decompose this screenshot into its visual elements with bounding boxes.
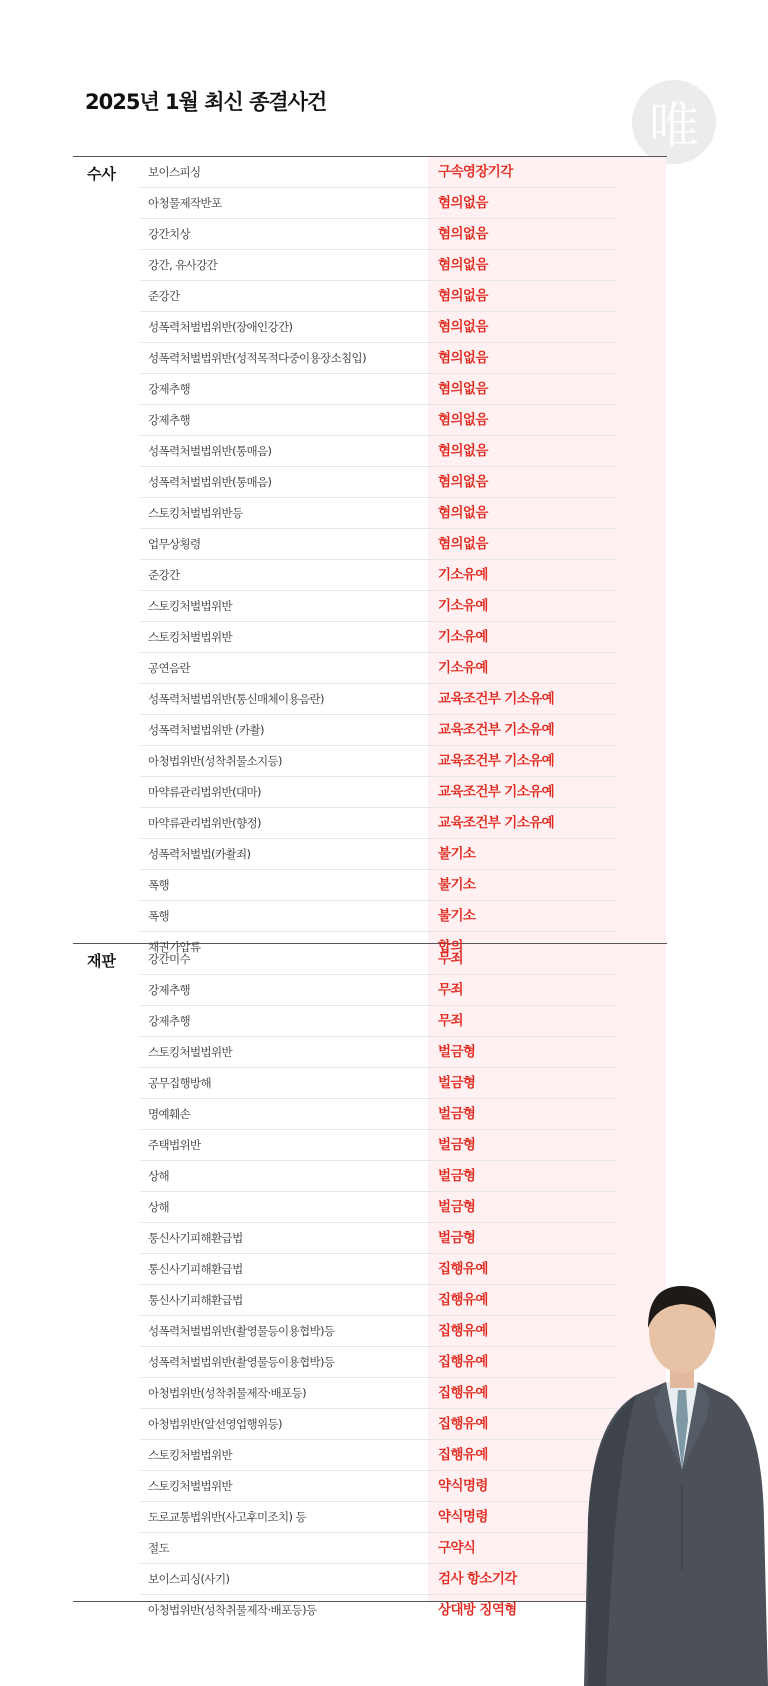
seal-logo: 唯 <box>632 80 716 164</box>
case-name: 주택법위반 <box>148 1138 201 1152</box>
case-name: 강제추행 <box>148 382 191 396</box>
table-row <box>140 157 617 188</box>
case-name: 성폭력처벌법위반 (카촬) <box>148 723 264 737</box>
table-row <box>140 653 617 684</box>
case-result: 혐의없음 <box>438 474 488 490</box>
case-name: 아청법위반(성착취물제작·배포등)등 <box>148 1603 317 1617</box>
case-result: 무죄 <box>438 1013 463 1029</box>
case-name: 성폭력처벌법위반(장애인강간) <box>148 320 293 334</box>
table-row <box>140 1533 617 1564</box>
table-row <box>140 1130 617 1161</box>
case-name: 스토킹처벌법위반 <box>148 1045 233 1059</box>
case-result: 무죄 <box>438 951 463 967</box>
case-name: 상해 <box>148 1169 170 1183</box>
case-name: 성폭력처벌법위반(통신매체이용음란) <box>148 692 324 706</box>
case-name: 성폭력처벌법위반(성적목적다중이용장소침입) <box>148 351 366 365</box>
table-row <box>140 715 617 746</box>
case-result: 교육조건부 기소유예 <box>438 815 555 831</box>
case-result: 기소유예 <box>438 567 488 583</box>
table-row <box>140 1192 617 1223</box>
case-name: 통신사기피해환급법 <box>148 1293 243 1307</box>
table-row <box>140 436 617 467</box>
case-result: 집행유예 <box>438 1354 488 1370</box>
case-result: 교육조건부 기소유예 <box>438 784 555 800</box>
case-name: 보이스피싱 <box>148 165 201 179</box>
case-name: 강제추행 <box>148 1014 191 1028</box>
table-row <box>140 1409 617 1440</box>
case-name: 아청법위반(알선영업행위등) <box>148 1417 282 1431</box>
case-name: 성폭력처벌법위반(촬영물등이용협박)등 <box>148 1355 335 1369</box>
table-row <box>140 1316 617 1347</box>
case-name: 준강간 <box>148 289 180 303</box>
case-name: 아청법위반(성착취물소지등) <box>148 754 282 768</box>
table-row <box>140 219 617 250</box>
case-name: 공무집행방해 <box>148 1076 212 1090</box>
case-name: 아청물제작반포 <box>148 196 222 210</box>
table-row <box>140 467 617 498</box>
case-name: 성폭력처벌법위반(통매음) <box>148 475 272 489</box>
section-label: 재판 <box>87 952 116 970</box>
case-result: 합의 <box>438 939 463 955</box>
table-row <box>140 684 617 715</box>
table-row <box>140 1564 617 1595</box>
case-result: 혐의없음 <box>438 195 488 211</box>
case-name: 상해 <box>148 1200 170 1214</box>
case-result: 불기소 <box>438 908 476 924</box>
case-list <box>140 944 617 1625</box>
case-result: 검사 항소기각 <box>438 1571 517 1587</box>
case-result: 교육조건부 기소유예 <box>438 753 555 769</box>
case-result: 혐의없음 <box>438 288 488 304</box>
case-name: 절도 <box>148 1541 170 1555</box>
table-row <box>140 901 617 932</box>
table-row <box>140 839 617 870</box>
table-row <box>140 1378 617 1409</box>
lawyer-portrait <box>566 1270 768 1686</box>
table-row <box>140 1161 617 1192</box>
table-row <box>140 622 617 653</box>
table-row <box>140 1223 617 1254</box>
case-result: 상대방 징역형 <box>438 1602 517 1618</box>
case-name: 통신사기피해환급법 <box>148 1262 243 1276</box>
case-result: 벌금형 <box>438 1137 476 1153</box>
table-row <box>140 1254 617 1285</box>
case-result: 혐의없음 <box>438 350 488 366</box>
table-row <box>140 281 617 312</box>
case-name: 채권가압류 <box>148 940 201 954</box>
section-label: 수사 <box>87 165 116 183</box>
case-result: 집행유예 <box>438 1447 488 1463</box>
table-row <box>140 808 617 839</box>
table-row <box>140 870 617 901</box>
case-name: 폭행 <box>148 909 170 923</box>
table-row <box>140 1347 617 1378</box>
case-result: 혐의없음 <box>438 319 488 335</box>
table-row <box>140 1037 617 1068</box>
case-result: 구약식 <box>438 1540 476 1556</box>
case-name: 스토킹처벌법위반 <box>148 599 233 613</box>
case-name: 공연음란 <box>148 661 191 675</box>
table-row <box>140 1595 617 1625</box>
table-row <box>140 312 617 343</box>
case-result: 벌금형 <box>438 1075 476 1091</box>
table-row <box>140 1471 617 1502</box>
case-result: 벌금형 <box>438 1199 476 1215</box>
case-name: 스토킹처벌법위반 <box>148 1448 233 1462</box>
case-name: 폭행 <box>148 878 170 892</box>
table-row <box>140 777 617 808</box>
table-row <box>140 498 617 529</box>
case-result: 혐의없음 <box>438 412 488 428</box>
case-name: 성폭력처벌법(카촬죄) <box>148 847 251 861</box>
case-name: 강간, 유사강간 <box>148 258 218 272</box>
case-result: 집행유예 <box>438 1323 488 1339</box>
case-name: 업무상횡령 <box>148 537 201 551</box>
case-result: 구속영장기각 <box>438 164 513 180</box>
case-result: 집행유예 <box>438 1261 488 1277</box>
case-name: 아청법위반(성착취물제작·배포등) <box>148 1386 306 1400</box>
table-row <box>140 1099 617 1130</box>
case-result: 혐의없음 <box>438 536 488 552</box>
table-row <box>140 1440 617 1471</box>
table-row <box>140 1502 617 1533</box>
table-row <box>140 1068 617 1099</box>
case-result: 약식명령 <box>438 1509 488 1525</box>
table-row <box>140 560 617 591</box>
table-row <box>140 1285 617 1316</box>
case-name: 마약류관리법위반(향정) <box>148 816 261 830</box>
case-name: 통신사기피해환급법 <box>148 1231 243 1245</box>
case-name: 보이스피싱(사기) <box>148 1572 230 1586</box>
table-row <box>140 975 617 1006</box>
case-result: 벌금형 <box>438 1044 476 1060</box>
case-result: 불기소 <box>438 877 476 893</box>
case-name: 스토킹처벌법위반 <box>148 1479 233 1493</box>
case-name: 스토킹처벌법위반 <box>148 630 233 644</box>
case-result: 기소유예 <box>438 660 488 676</box>
case-name: 강제추행 <box>148 983 191 997</box>
case-result: 교육조건부 기소유예 <box>438 722 555 738</box>
case-result: 기소유예 <box>438 629 488 645</box>
case-result: 집행유예 <box>438 1292 488 1308</box>
table-row <box>140 944 617 975</box>
case-result: 벌금형 <box>438 1106 476 1122</box>
case-name: 성폭력처벌법위반(통매음) <box>148 444 272 458</box>
case-result: 집행유예 <box>438 1385 488 1401</box>
case-result: 벌금형 <box>438 1168 476 1184</box>
case-result: 약식명령 <box>438 1478 488 1494</box>
case-result: 혐의없음 <box>438 381 488 397</box>
table-row <box>140 250 617 281</box>
table-row <box>140 529 617 560</box>
case-result: 집행유예 <box>438 1416 488 1432</box>
case-name: 강간치상 <box>148 227 191 241</box>
case-result: 혐의없음 <box>438 443 488 459</box>
table-row <box>140 188 617 219</box>
case-result: 혐의없음 <box>438 257 488 273</box>
case-result: 혐의없음 <box>438 226 488 242</box>
table-row <box>140 1006 617 1037</box>
case-name: 준강간 <box>148 568 180 582</box>
case-name: 도로교통법위반(사고후미조치) 등 <box>148 1510 306 1524</box>
case-result: 혐의없음 <box>438 505 488 521</box>
case-name: 강제추행 <box>148 413 191 427</box>
case-result: 무죄 <box>438 982 463 998</box>
page-title: 2025년 1월 최신 종결사건 <box>85 90 327 114</box>
case-result: 교육조건부 기소유예 <box>438 691 555 707</box>
case-result: 벌금형 <box>438 1230 476 1246</box>
case-name: 명예훼손 <box>148 1107 191 1121</box>
table-row <box>140 374 617 405</box>
case-name: 마약류관리법위반(대마) <box>148 785 261 799</box>
case-name: 성폭력처벌법위반(촬영물등이용협박)등 <box>148 1324 335 1338</box>
case-name: 스토킹처벌법위반등 <box>148 506 243 520</box>
table-row <box>140 591 617 622</box>
table-row <box>140 746 617 777</box>
case-list <box>140 157 617 962</box>
table-row <box>140 343 617 374</box>
case-result: 기소유예 <box>438 598 488 614</box>
table-row <box>140 405 617 436</box>
case-name: 강간미수 <box>148 952 191 966</box>
case-result: 불기소 <box>438 846 476 862</box>
